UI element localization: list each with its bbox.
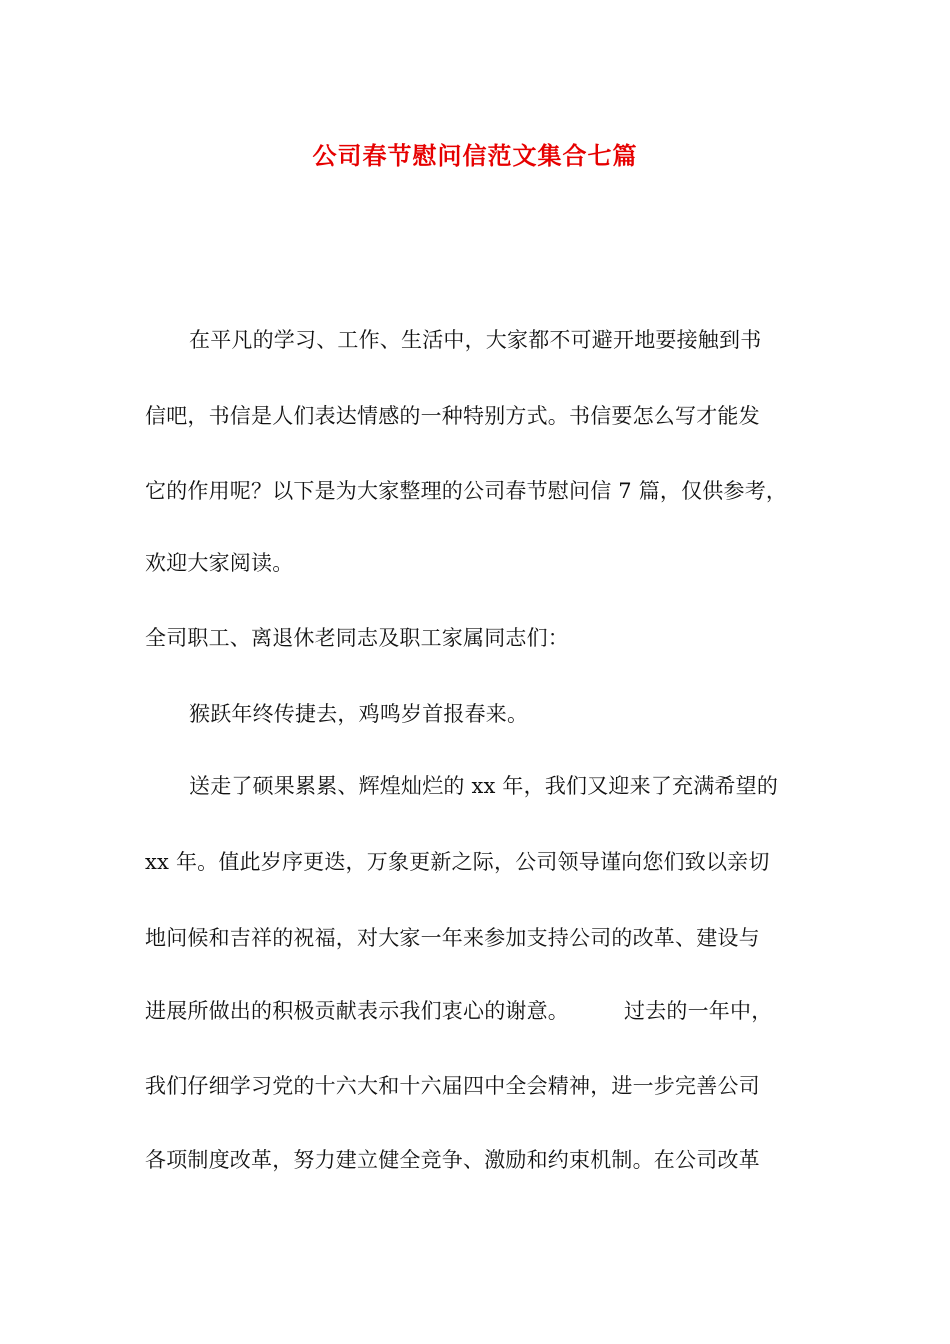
- salutation-line: 全司职工、离退休老同志及职工家属同志们：: [145, 626, 569, 650]
- paragraph-line: 信吧，书信是人们表达情感的一种特别方式。书信要怎么写才能发: [145, 404, 760, 428]
- paragraph-line: 进展所做出的积极贡献表示我们衷心的谢意。 过去的一年中，: [145, 999, 773, 1023]
- document-title: 公司春节慰问信范文集合七篇: [312, 141, 638, 170]
- paragraph-line: 地问候和吉祥的祝福，对大家一年来参加支持公司的改革、建设与: [145, 926, 760, 950]
- paragraph-line: 在平凡的学习、工作、生活中，大家都不可避开地要接触到书: [189, 328, 762, 352]
- paragraph-line: 它的作用呢？以下是为大家整理的公司春节慰问信 7 篇，仅供参考，: [145, 479, 788, 503]
- paragraph-line: 各项制度改革，努力建立健全竞争、激励和约束机制。在公司改革: [145, 1148, 760, 1172]
- paragraph-line: 欢迎大家阅读。: [145, 551, 294, 575]
- paragraph-line: 我们仔细学习党的十六大和十六届四中全会精神，进一步完善公司: [145, 1074, 760, 1098]
- paragraph-line: 猴跃年终传捷去，鸡鸣岁首报春来。: [189, 702, 529, 726]
- paragraph-line: 送走了硕果累累、辉煌灿烂的 xx 年，我们又迎来了充满希望的: [189, 774, 779, 798]
- paragraph-line: xx 年。值此岁序更迭，万象更新之际，公司领导谨向您们致以亲切: [145, 850, 770, 874]
